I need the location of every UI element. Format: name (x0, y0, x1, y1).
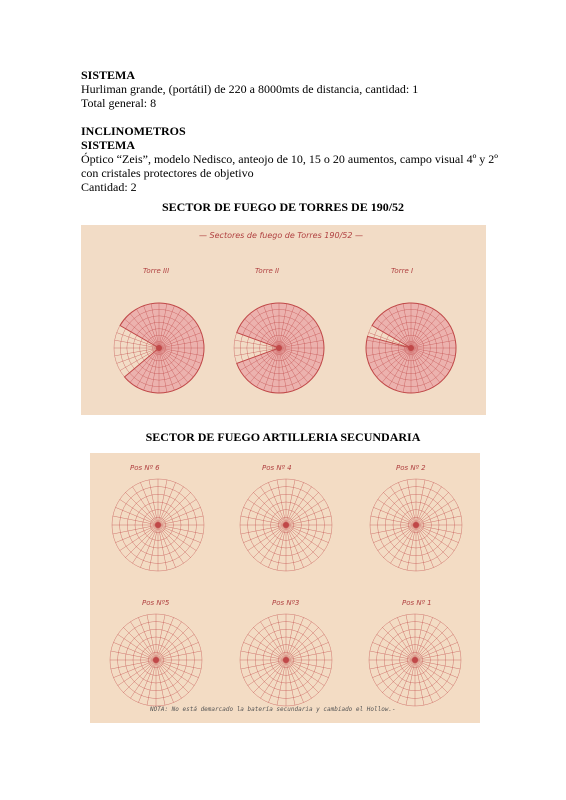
section-subheading-sistema: SISTEMA (81, 138, 136, 152)
pos-5-label: Pos Nº5 (142, 599, 170, 607)
figure1-handwritten-title: — Sectores de fuego de Torres 190/52 — (199, 231, 363, 240)
pos-2-label: Pos Nº 2 (396, 464, 426, 472)
secondary-artillery-diagram (90, 453, 480, 723)
torre-3-sector (114, 303, 204, 393)
figure2-note: NOTA: No está demarcado la batería secundaria y cambiado el Hollow.- (150, 706, 396, 713)
artillery-sector-4 (110, 614, 202, 706)
torres-diagram (81, 225, 486, 415)
cantidad: Cantidad: 2 (81, 180, 137, 194)
torres-fire-sector-figure (81, 225, 486, 415)
secondary-artillery-figure (90, 453, 480, 723)
section-heading-sistema: SISTEMA (81, 68, 136, 82)
figure1-caption: SECTOR DE FUEGO DE TORRES DE 190/52 (161, 200, 405, 214)
artillery-sector-5 (240, 614, 332, 706)
torre-2-sector (234, 303, 324, 393)
torre-1-label: Torre I (391, 267, 414, 275)
pos-4-label: Pos Nº 4 (262, 464, 292, 472)
optico-description: Óptico “Zeis”, modelo Nedisco, anteojo de 10, 15 o 20 aumentos, campo visual 4º y 2º (81, 152, 499, 166)
figure2-caption: SECTOR DE FUEGO ARTILLERIA SECUNDARIA (145, 430, 421, 444)
section-heading-inclinometros: INCLINOMETROS (81, 124, 186, 138)
torre-3-label: Torre III (143, 267, 170, 275)
artillery-sector-2 (240, 479, 332, 571)
artillery-sector-6 (369, 614, 461, 706)
pos-3-label: Pos Nº3 (272, 599, 300, 607)
total-general: Total general: 8 (81, 96, 157, 110)
hurliman-description: Hurliman grande, (portátil) de 220 a 8000mts de distancia, cantidad: 1 (81, 82, 419, 96)
pos-6-label: Pos Nº 6 (130, 464, 160, 472)
pos-1-label: Pos Nº 1 (402, 599, 432, 607)
artillery-sector-1 (112, 479, 204, 571)
cristales-description: con cristales protectores de objetivo (81, 166, 254, 180)
torre-2-label: Torre II (255, 267, 280, 275)
torre-1-sector (366, 303, 456, 393)
artillery-sector-3 (370, 479, 462, 571)
